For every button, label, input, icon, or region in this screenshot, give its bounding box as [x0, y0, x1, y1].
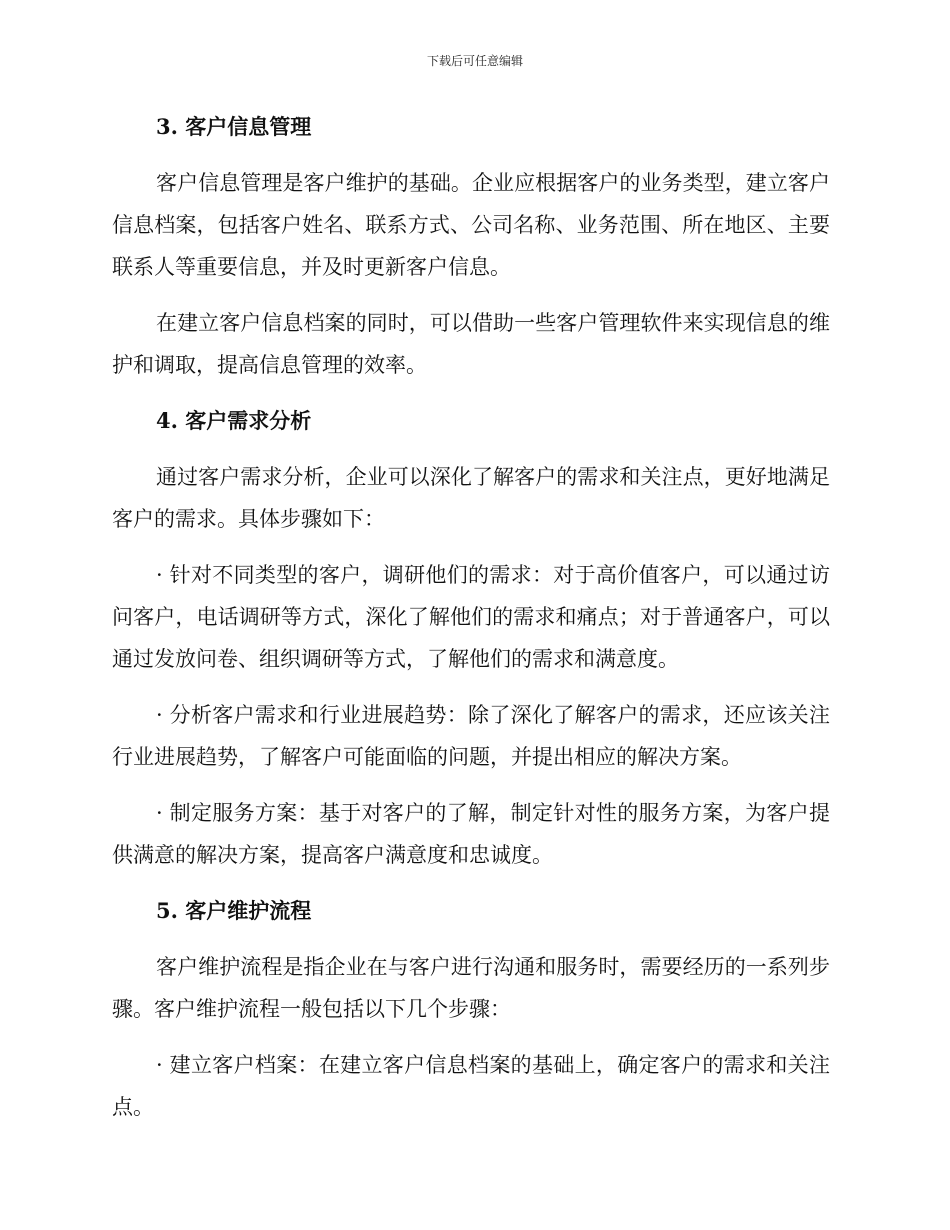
section-heading-5: 5. 客户维护流程 [156, 898, 312, 923]
document-content [112, 106, 830, 1128]
section-5-paragraph-1: 客户维护流程是指企业在与客户进行沟通和服务时，需要经历的一系列步骤。客户维护流程一般包括以下几个步骤： [112, 955, 830, 1021]
section-4-bullet-2: · 分析客户需求和行业进展趋势：除了深化了解客户的需求，还应该关注行业进展趋势，了解客户可能面临的问题，并提出相应的解决方案。 [112, 703, 830, 769]
section-3-paragraph-2: 在建立客户信息档案的同时，可以借助一些客户管理软件来实现信息的维护和调取，提高信息管理的效率。 [112, 311, 830, 377]
section-4-bullet-1: · 针对不同类型的客户，调研他们的需求：对于高价值客户，可以通过访问客户，电话调研等方式，深化了解他们的需求和痛点；对于普通客户，可以通过发放问卷、组织调研等方式，了解他们的需求和满意度。 [112, 563, 830, 671]
section-3-paragraph-1: 客户信息管理是客户维护的基础。企业应根据客户的业务类型，建立客户信息档案，包括客户姓名、联系方式、公司名称、业务范围、所在地区、主要联系人等重要信息，并及时更新客户信息。 [112, 171, 830, 279]
section-heading-4: 4. 客户需求分析 [156, 408, 312, 433]
section-heading-3: 3. 客户信息管理 [156, 114, 312, 139]
section-5-bullet-1: · 建立客户档案：在建立客户信息档案的基础上，确定客户的需求和关注点。 [112, 1053, 830, 1119]
section-4-bullet-3: · 制定服务方案：基于对客户的了解，制定针对性的服务方案，为客户提供满意的解决方案，提高客户满意度和忠诚度。 [112, 801, 830, 867]
section-4-paragraph-1: 通过客户需求分析，企业可以深化了解客户的需求和关注点，更好地满足客户的需求。具体步骤如下： [112, 465, 830, 531]
header-note: 下载后可任意编辑 [426, 54, 523, 68]
